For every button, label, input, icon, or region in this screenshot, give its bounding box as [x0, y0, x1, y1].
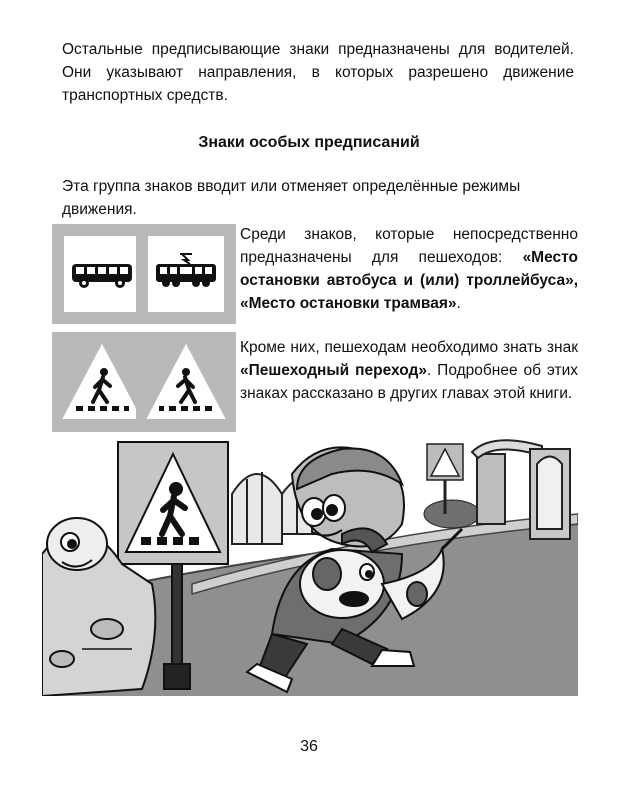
section-heading: Знаки особых предписаний: [198, 134, 420, 151]
tram-stop-sign: [136, 224, 236, 324]
crossing-lead: Кроме них, пешеходам необходимо знать знак: [240, 339, 578, 356]
pedestrian-signs-names: «Место остановки автобуса и (или) троллейбуса», «Место остановки трамвая»: [240, 249, 578, 312]
group-paragraph: Эта группа знаков вводит или отменяет определённые режимы движения.: [62, 178, 521, 218]
page-number: 36: [300, 738, 318, 755]
crossing-sign-name: «Пешеходный переход»: [240, 362, 427, 379]
street-scene-illustration: [42, 434, 578, 696]
pedestrian-signs-lead: Среди знаков, которые непосредственно предназначены для пешеходов:: [240, 226, 578, 266]
pedestrian-signs-paragraph: [240, 223, 578, 315]
intro-paragraph: Остальные предписывающие знаки предназначены для водителей. Они указывают направления, в которых разрешено движение транспортных средств.: [62, 41, 574, 104]
crossing-paragraph: [240, 336, 578, 405]
pedestrian-signs-tail: .: [456, 295, 461, 312]
tram-icon: [136, 224, 236, 324]
crossing-tail: . Подробнее об этих знаках рассказано в других главах этой книги.: [240, 362, 578, 402]
pedestrian-crossing-sign-right: [136, 332, 236, 432]
pedestrian-crossing-icon: [136, 332, 236, 432]
